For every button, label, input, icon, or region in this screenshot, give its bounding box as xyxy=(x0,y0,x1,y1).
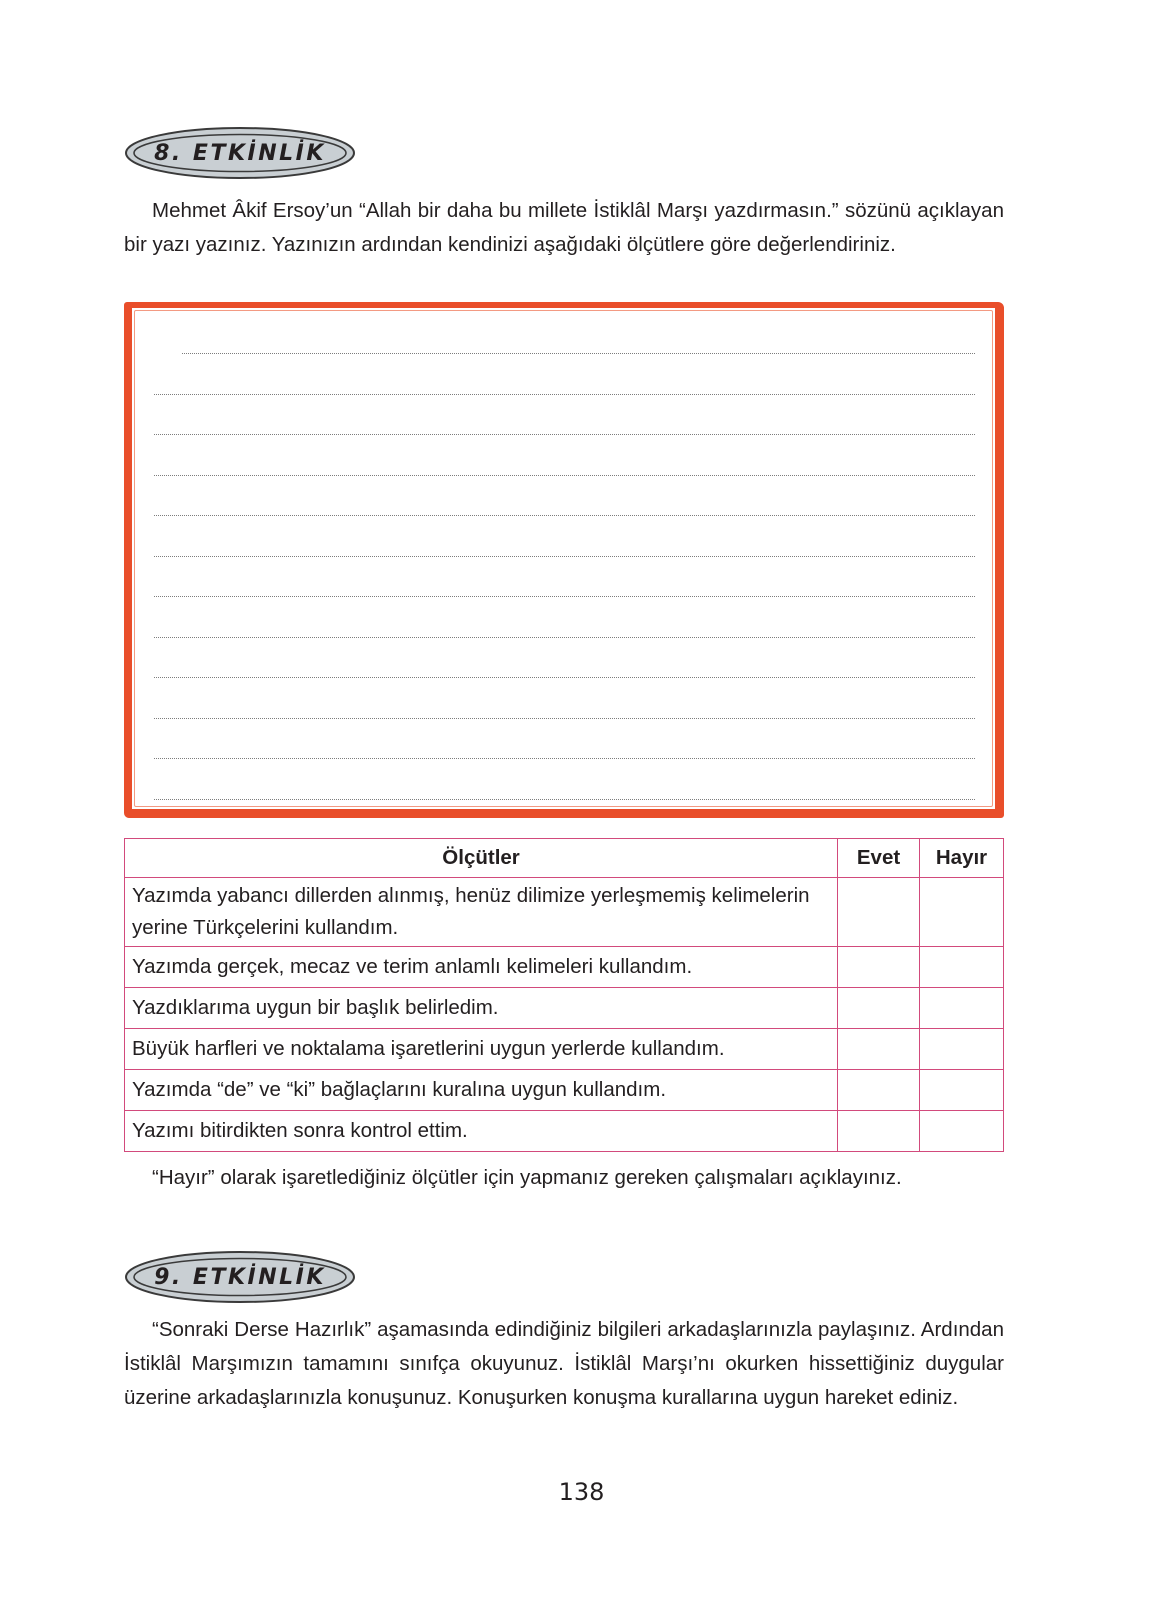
no-check-cell[interactable] xyxy=(920,988,1004,1029)
table-row xyxy=(125,1029,1004,1070)
activity-8-instructions: Mehmet Âkif Ersoy’un “Allah bir daha bu millete İstiklâl Marşı yazdırmasın.” sözünü açıklayan bir yazı yazınız. Yazınızın ardından kendinizi aşağıdaki ölçütlere göre değerlendiriniz. xyxy=(124,199,1004,256)
criterion-text: Yazımda “de” ve “ki” bağlaçlarını kuralına uygun kullandım. xyxy=(125,1070,838,1111)
yes-check-cell[interactable] xyxy=(838,878,920,947)
activity-8-title: 8. ETKİNLİK xyxy=(154,140,326,166)
writing-line[interactable] xyxy=(154,556,975,557)
writing-area[interactable] xyxy=(124,302,1004,818)
writing-line[interactable] xyxy=(154,758,975,759)
writing-line[interactable] xyxy=(154,515,975,516)
writing-line[interactable] xyxy=(154,718,975,719)
writing-line[interactable] xyxy=(154,637,975,638)
writing-line[interactable] xyxy=(154,394,975,395)
table-row xyxy=(125,1111,1004,1152)
yes-check-cell[interactable] xyxy=(838,988,920,1029)
activity-8-badge xyxy=(124,126,356,180)
no-check-cell[interactable] xyxy=(920,947,1004,988)
table-row xyxy=(125,878,1004,947)
writing-line[interactable] xyxy=(154,677,975,678)
no-header: Hayır xyxy=(920,839,1004,878)
criterion-text: Yazımda gerçek, mecaz ve terim anlamlı kelimeleri kullandım. xyxy=(125,947,838,988)
criterion-text: Yazımda yabancı dillerden alınmış, henüz dilimize yerleşmemiş kelimelerin yerine Türkçelerini kullandım. xyxy=(125,878,838,947)
criterion-text: Yazımı bitirdikten sonra kontrol ettim. xyxy=(125,1111,838,1152)
page-number: 138 xyxy=(558,1478,605,1506)
writing-line[interactable] xyxy=(182,353,975,354)
table-row xyxy=(125,1070,1004,1111)
yes-check-cell[interactable] xyxy=(838,1111,920,1152)
writing-area-inner-border xyxy=(134,310,993,807)
activity-9-badge xyxy=(124,1250,356,1304)
no-check-cell[interactable] xyxy=(920,1111,1004,1152)
activity-9-title: 9. ETKİNLİK xyxy=(154,1264,326,1290)
criteria-header-row xyxy=(125,839,1004,878)
no-check-cell[interactable] xyxy=(920,1029,1004,1070)
yes-header: Evet xyxy=(838,839,920,878)
no-check-cell[interactable] xyxy=(920,878,1004,947)
yes-check-cell[interactable] xyxy=(838,1070,920,1111)
criteria-header: Ölçütler xyxy=(125,839,838,878)
criteria-table xyxy=(124,838,1004,1152)
yes-check-cell[interactable] xyxy=(838,1029,920,1070)
writing-line[interactable] xyxy=(154,799,975,800)
writing-line[interactable] xyxy=(154,434,975,435)
criterion-text: Büyük harfleri ve noktalama işaretlerini uygun yerlerde kullandım. xyxy=(125,1029,838,1070)
activity-9-instructions: “Sonraki Derse Hazırlık” aşamasında edindiğiniz bilgileri arkadaşlarınızla paylaşınız. Ardından İstiklâl Marşımızın tamamını sınıfça okuyunuz. İstiklâl Marşı’nı okurken hissettiğiniz duygular üzerine arkadaşlarınızla konuşunuz. Konuşurken konuşma kurallarına uygun hareket ediniz. xyxy=(124,1318,1004,1409)
writing-line[interactable] xyxy=(154,596,975,597)
no-check-cell[interactable] xyxy=(920,1070,1004,1111)
yes-check-cell[interactable] xyxy=(838,947,920,988)
activity-8-note: “Hayır” olarak işaretlediğiniz ölçütler için yapmanız gereken çalışmaları açıklayınız. xyxy=(152,1166,902,1189)
criterion-text: Yazdıklarıma uygun bir başlık belirledim. xyxy=(125,988,838,1029)
table-row xyxy=(125,947,1004,988)
writing-line[interactable] xyxy=(154,475,975,476)
table-row xyxy=(125,988,1004,1029)
